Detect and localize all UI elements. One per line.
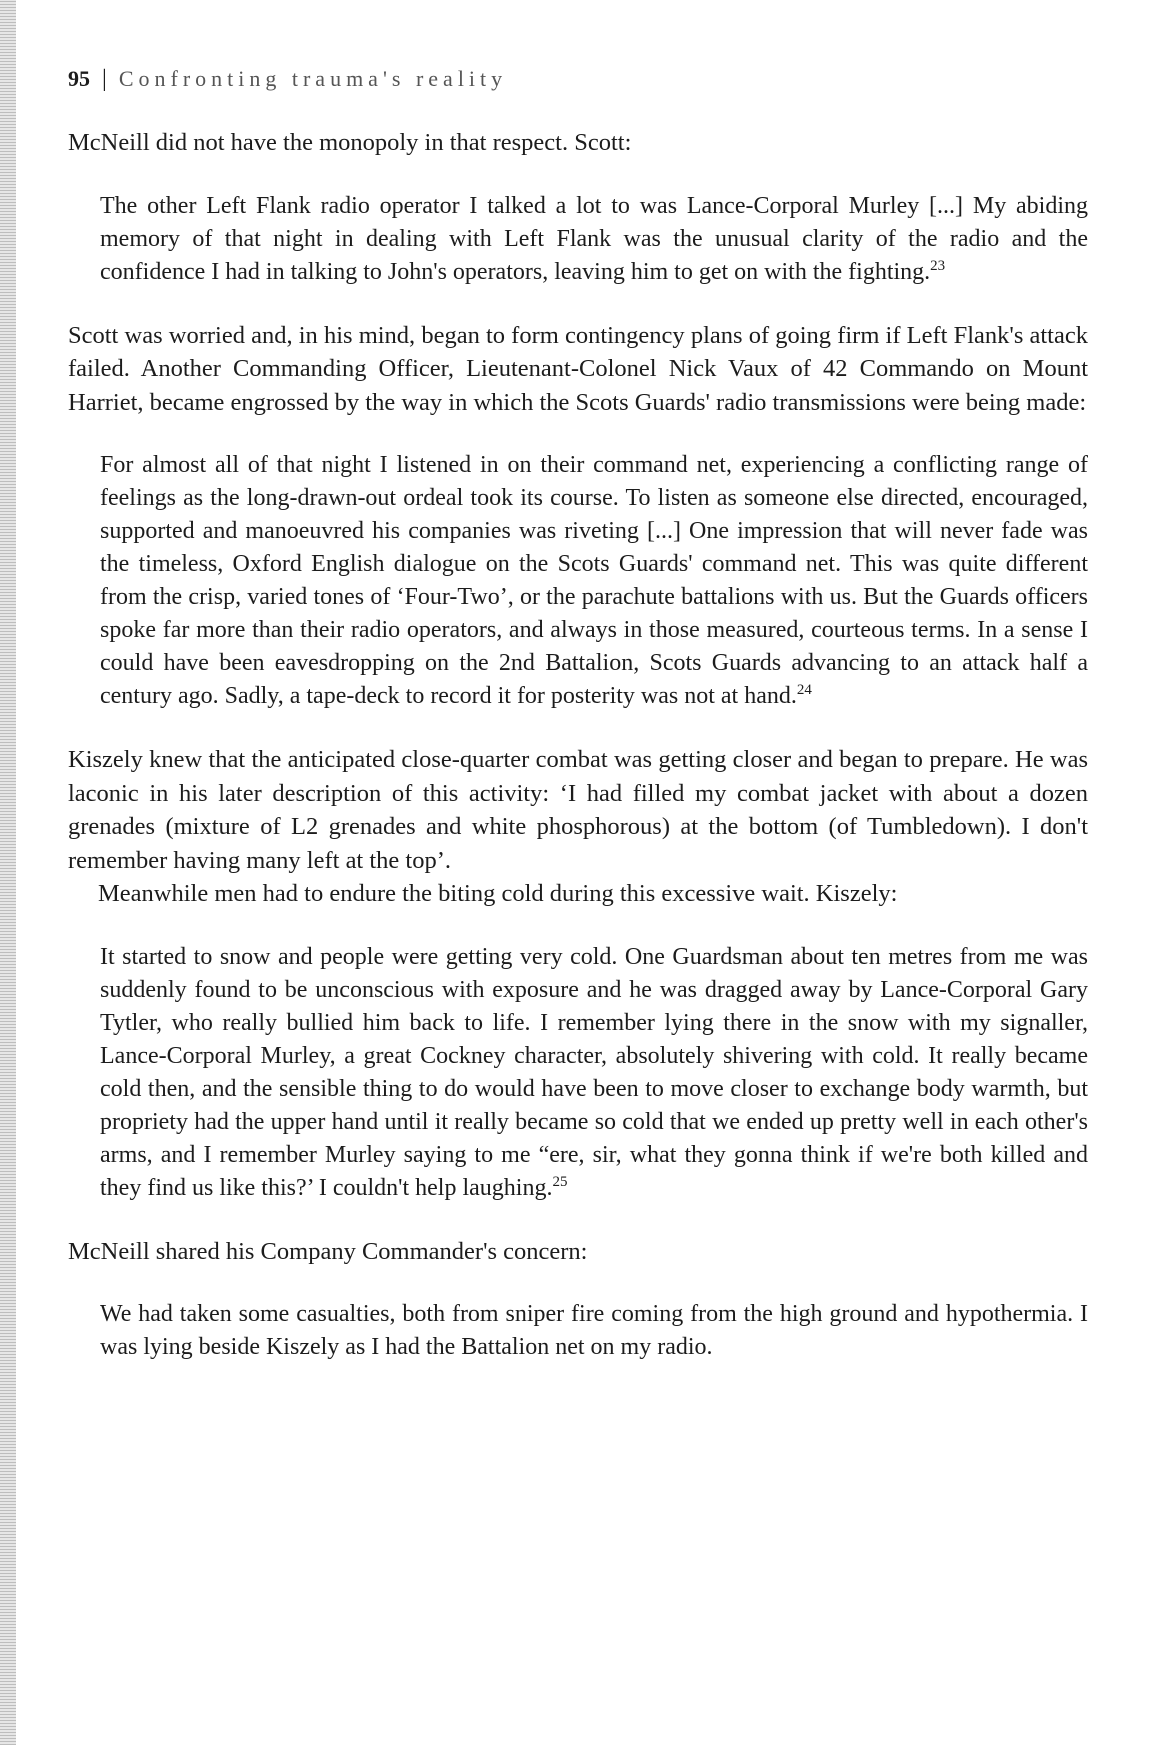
quote-kiszely-snow-text: It started to snow and people were getting very cold. One Guardsman about ten metres from me was suddenly found to be unconscious with exposure and he was dragged away by Lance-Corporal Gary Tytler, who really bullied him back to life. I remember lying there in the snow with my signaller, Lance-Corporal Murley, a great Cockney character, absolutely shivering with cold. It really became cold then, and the sensible thing to do would have been to move closer to exchange body warmth, but propriety had the upper hand until it really became so cold that we ended up pretty well in each other's arms, and I remember Murley saying to me “ere, sir, what they gonna think if we're both killed and they find us like this?’ I couldn't help laughing.	[100, 943, 1088, 1201]
quote-scott	[100, 190, 1088, 289]
quote-vaux	[100, 449, 1088, 713]
footnote-ref-25: 25	[552, 1173, 568, 1190]
body-text	[68, 126, 1088, 1394]
page-number: 95	[68, 66, 90, 91]
paragraph-mcneill-intro: McNeill did not have the monopoly in that respect. Scott:	[68, 129, 632, 156]
paragraph-cold-wait: Meanwhile men had to endure the biting cold during this excessive wait. Kiszely:	[98, 880, 898, 907]
quote-scott-text: The other Left Flank radio operator I talked a lot to was Lance-Corporal Murley [...] My abiding memory of that night in dealing with Left Flank was the unusual clarity of the radio and the confidence I had in talking to John's operators, leaving him to get on with the fighting.	[100, 192, 1088, 285]
footnote-ref-23: 23	[930, 257, 946, 274]
paragraph-scott-worried: Scott was worried and, in his mind, began to form contingency plans of going firm if Left Flank's attack failed. Another Commanding Officer, Lieutenant-Colonel Nick Vaux of 42 Commando on Mount Harriet, became engrossed by the way in which the Scots Guards' radio transmissions were being made:	[68, 321, 1088, 416]
paragraph-kiszely-grenades: Kiszely knew that the anticipated close-quarter combat was getting closer and began to prepare. He was laconic in his later description of this activity: ‘I had filled my combat jacket with about a dozen grenades (mixture of L2 grenades and white phosphorous) at the bottom (of Tumbledown). I don't remember having many left at the top’.	[68, 746, 1088, 874]
running-header	[68, 64, 507, 94]
quote-vaux-text: For almost all of that night I listened in on their command net, experiencing a conflicting range of feelings as the long-drawn-out ordeal took its course. To listen as someone else directed, encouraged, supported and manoeuvred his companies was riveting [...] One impression that will never fade was the timeless, Oxford English dialogue on the Scots Guards' command net. This was quite different from the crisp, varied tones of ‘Four-Two’, or the parachute battalions with us. But the Guards officers spoke far more than their radio operators, and always in those measured, courteous terms. In a sense I could have been eavesdropping on the 2nd Battalion, Scots Guards advancing to an attack half a century ago. Sadly, a tape-deck to record it for posterity was not at hand.	[100, 452, 1088, 709]
quote-kiszely-snow	[100, 941, 1088, 1205]
quote-mcneill-casualties: We had taken some casualties, both from sniper fire coming from the high ground and hypothermia. I was lying beside Kiszely as I had the Battalion net on my radio.	[100, 1301, 1088, 1360]
running-title: Confronting trauma's reality	[118, 66, 508, 91]
paragraph-mcneill-concern: McNeill shared his Company Commander's concern:	[68, 1237, 588, 1265]
header-separator: |	[102, 66, 107, 92]
footnote-ref-24: 24	[796, 682, 812, 698]
